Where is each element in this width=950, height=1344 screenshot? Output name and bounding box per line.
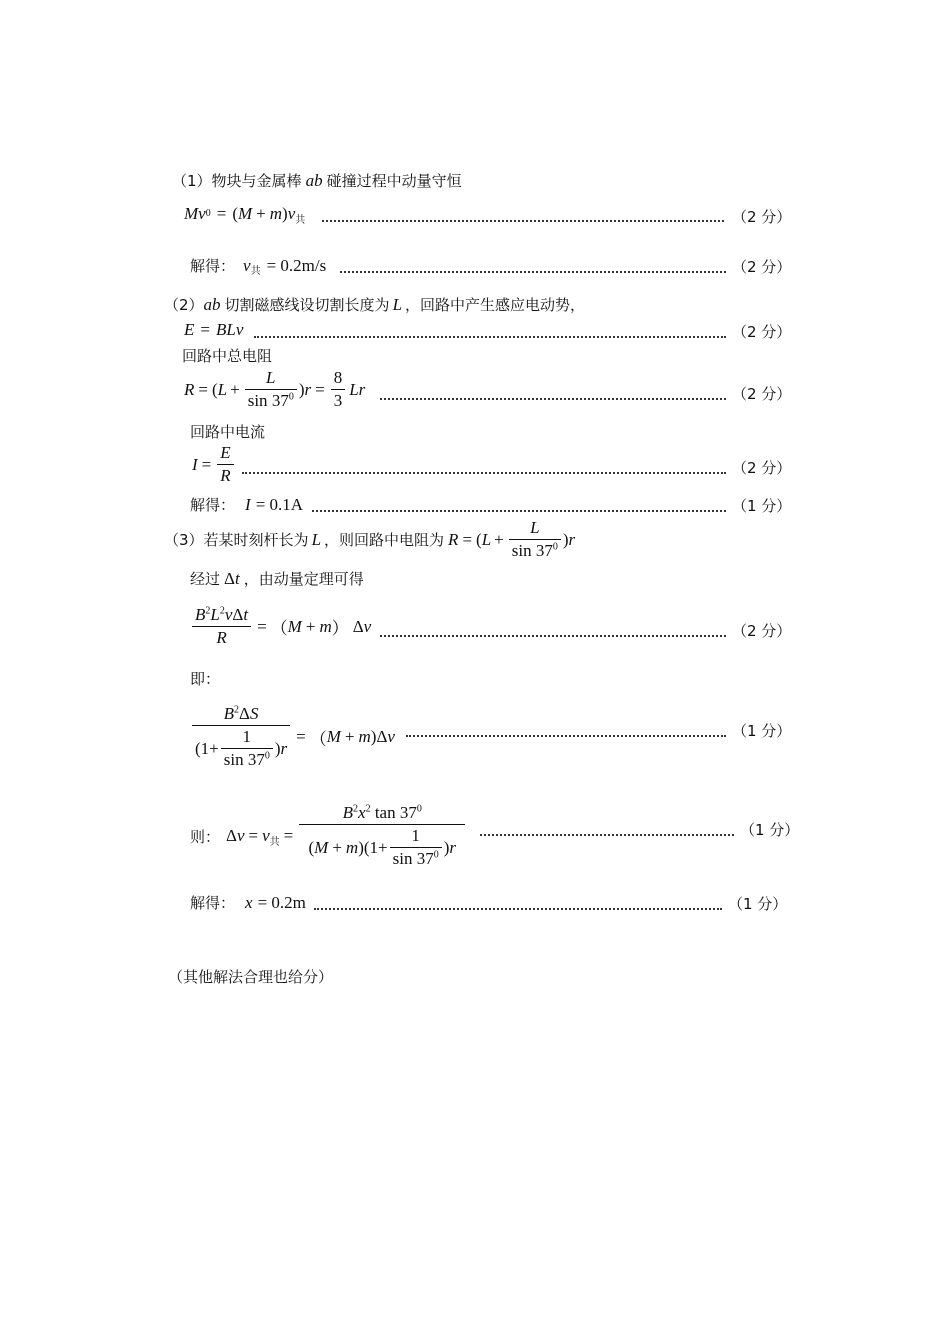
score-eq-b: （1 分） [732,722,792,740]
s3-number: （3） [164,531,204,549]
dot-leader [322,220,724,222]
score-emf: （2 分） [732,323,792,341]
score-current-value: （1 分） [732,497,792,515]
s3-heading-L: L [311,529,322,549]
s3-heading-text-a: 若某时刻杆长为 [203,531,309,549]
dot-leader [340,271,726,273]
dot-leader [380,398,726,400]
jiede-label: 解得： [190,257,236,275]
current-value: = 0.1A [255,494,304,514]
s2-heading-text-b: ，回路中产生感应电动势， [405,296,586,314]
dot-leader [480,834,734,836]
dot-leader [314,908,722,910]
dot-leader [406,735,726,737]
ji-label: 即： [190,670,221,688]
eq-current-value: 解得： I = 0.1A [190,494,304,514]
dot-leader [242,472,726,474]
ze-label: 则： [190,827,221,846]
gong-sub: 共 [250,266,261,277]
after-dt-text-b: ，由动量定理可得 [243,570,364,588]
gong-sub: 共 [269,836,280,848]
score-eq-c: （1 分） [740,821,800,839]
score-current: （2 分） [732,459,792,477]
current-label: 回路中电流 [190,423,266,441]
gong-sub: 共 [295,214,306,226]
eq-current: I = $\frac{E}{R}$ [192,443,236,486]
eq-momentum-theorem: $\frac{B^2L^2v\Delta t}{R}$ = （ M + m ） Δv [190,605,371,648]
eq-delta-v: 则： Δv = v 共 = $B^2x^2$ $\tan 37^0$ ( M + m )(1+ $\frac{1}{\sin 37^0}$ ) r [190,803,467,869]
note-other-methods: （其他解法合理也给分） [168,968,334,986]
x-value: = 0.2m [257,892,306,912]
dot-leader [380,635,726,637]
score-eq-a: （2 分） [732,622,792,640]
s1-heading-text-b: 碰撞过程中动量守恒 [326,172,462,190]
s1-heading [172,170,462,191]
eq-area: $B^2\Delta S$ (1+ $\frac{1}{\sin 37^0}$ ) r = （ M + m )Δ v [190,704,395,770]
s2-number: （2） [164,296,204,314]
eq-momentum: M v 0 = ( M + m ) v 共 [184,204,306,226]
score-eq1: （2 分） [732,208,792,226]
jiede-label: 解得： [190,894,236,912]
eq-x-value: 解得： x = 0.2m [190,892,306,912]
after-dt-text-a: 经过 [190,570,221,588]
score-x: （1 分） [728,895,788,913]
dot-leader [254,336,726,338]
score-resistance: （2 分） [732,385,792,403]
s2-heading [164,294,585,315]
s3-heading: （3） 若某时刻杆长为 L ，则回路中电阻为 R = ( L + $\frac{L}{\sin 37^0}$ ) r [164,518,576,560]
s3-heading-text-b: ，则回路中电阻为 [324,531,445,549]
s1-number: （1） [172,172,212,190]
total-resistance-label: 回路中总电阻 [182,347,273,365]
eq-total-resistance: R = ( L + $\frac{L}{\sin 37^0}$ ) r = $\frac{8}{3}$ Lr [184,368,366,410]
eq-emf: E = BLv [184,320,244,339]
jiede-label: 解得： [190,496,236,514]
s3-after-dt: 经过 Δt ，由动量定理可得 [190,568,364,588]
s2-heading-text-a: 切割磁感线设切割长度为 [224,296,390,314]
s1-heading-text-a: 物块与金属棒 [211,172,302,190]
eq-v-common: 解得： v 共 = 0.2m/s [190,255,327,277]
s2-heading-L: L [392,294,403,314]
v-common-value: = 0.2m/s [266,255,327,275]
dot-leader [312,510,726,512]
s1-heading-ab: ab [305,170,323,190]
s2-heading-ab: ab [203,294,221,314]
score-eq2: （2 分） [732,258,792,276]
